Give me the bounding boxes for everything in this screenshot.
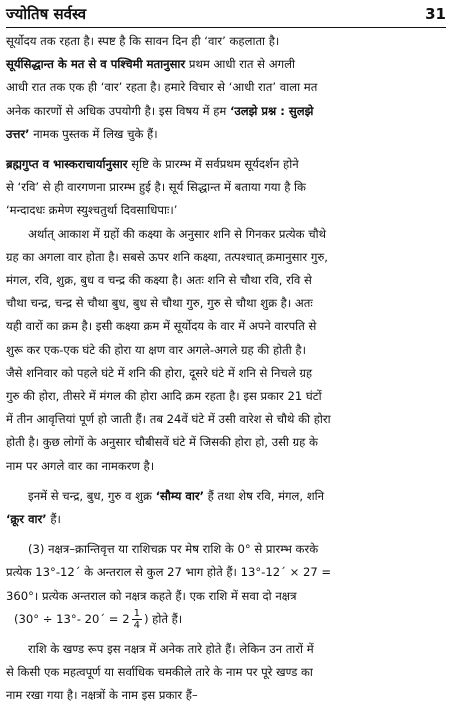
formula-right: ) होते हैं। bbox=[143, 611, 183, 626]
paragraph-6-line-3: 360°। प्रत्येक अन्तराल को नक्षत्र कहते हैं। एक राशि में सवा दो नक्षत्र bbox=[6, 588, 297, 603]
paragraph-gap bbox=[6, 146, 446, 153]
text-span: हैं तथा शेष रवि, मंगल, शनि bbox=[204, 488, 325, 503]
paragraph-6-line-1: (3) नक्षत्र–क्रान्तिवृत्त या राशिचक्र पर मेष राशि के 0° से प्रारम्भ करके bbox=[28, 542, 319, 557]
running-header bbox=[6, 4, 446, 26]
paragraph-6-line-2: प्रत्येक 13°-12´ के अन्तराल से कुल 27 भाग होते हैं। 13°-12´ × 27 = bbox=[6, 565, 332, 580]
formula-line bbox=[6, 608, 446, 631]
fraction-denominator: 4 bbox=[133, 619, 140, 631]
paragraph-3-line-2: से ‘रवि’ से ही वारगणना प्रारम्भ हुई है। सूर्य सिद्धान्त में बताया गया है कि bbox=[6, 180, 306, 195]
paragraph-gap bbox=[6, 478, 446, 485]
paragraph-1-line: सूर्योदय तक रहता है। स्पष्ट है कि सावन दिन ही ‘वार’ कहलाता है। bbox=[6, 34, 280, 48]
bold-krur-var: ‘क्रूर वार’ bbox=[6, 512, 47, 527]
paragraph-4-line-6: शुरू कर एक-एक घंटे की होरा या क्षण वार अगले-अगले ग्रह की होती है। bbox=[6, 342, 306, 357]
header-rule bbox=[6, 27, 446, 28]
paragraph-4-line-4: चौथा चन्द्र, चन्द्र से चौथा बुध, बुध से चौथा गुरु, गुरु से चौथा शुक्र है। अतः bbox=[6, 296, 313, 311]
bold-term: ब्रह्मगुप्त व भास्कराचार्यानुसार bbox=[6, 157, 128, 172]
paragraph-4-line-9: में तीन आवृत्तियां पूर्ण हो जाती हैं। तब 24वें घंटे में उसी वारेश से चौथे की होरा bbox=[6, 412, 331, 427]
sanskrit-quote: ‘मन्दादधः क्रमेण स्युश्चतुर्था दिवसाधिपाः।’ bbox=[6, 203, 178, 218]
paragraph-gap bbox=[6, 531, 446, 538]
bold-book-title-end: उत्तर’ bbox=[6, 126, 30, 141]
paragraph-4-line-11: नाम पर अगले वार का नामकरण है। bbox=[6, 458, 155, 473]
paragraph-4-line-10: होती है। कुछ लोगों के अनुसार चौबीसवें घंटे में जिसकी होरा हो, उसी ग्रह के bbox=[6, 435, 318, 450]
paragraph-4-line-5: यही वारों का क्रम है। इसी कक्ष्या क्रम में सूर्योदय के वार में अपने वारपति से bbox=[6, 319, 317, 334]
text-span: सृष्टि के प्रारम्भ में सर्वप्रथम सूर्यदर्शन होने bbox=[127, 157, 299, 172]
text-span: प्रथम आधी रात से अगली bbox=[185, 57, 295, 72]
page-body bbox=[6, 30, 446, 708]
bold-book-title: ‘उलझे प्रश्न : सुलझे bbox=[230, 103, 314, 118]
bold-saumya-var: ‘सौम्य वार’ bbox=[155, 488, 204, 503]
page-number: 31 bbox=[425, 5, 446, 23]
paragraph-4-line-1: अर्थात् आकाश में ग्रहों की कक्ष्या के अनुसार शनि से गिनकर प्रत्येक चौथे bbox=[28, 226, 326, 241]
paragraph-4-line-2: ग्रह का अगला वार होता है। सबसे ऊपर शनि कक्ष्या, तत्पश्चात् क्रमानुसार गुरु, bbox=[6, 249, 328, 264]
running-title: ज्योतिष सर्वस्व bbox=[6, 5, 87, 23]
paragraph-7-line-3: नाम रखा गया है। नक्षत्रों के नाम इस प्रकार हैं– bbox=[6, 688, 198, 703]
fraction-numerator: 1 bbox=[133, 607, 140, 619]
paragraph-5-line-2 bbox=[6, 508, 446, 531]
paragraph-3-line-1 bbox=[6, 153, 446, 176]
paragraph-7-line-2: से किसी एक महत्वपूर्ण या सर्वाधिक चमकीले तारे के नाम पर पूरे खण्ड का bbox=[6, 665, 313, 680]
paragraph-2-line-1 bbox=[6, 53, 446, 76]
paragraph-2-line-4 bbox=[6, 123, 446, 146]
paragraph-4-line-7: जैसे शनिवार को पहले घंटे में शनि की होरा, दूसरे घंटे में शनि से निचले ग्रह bbox=[6, 365, 313, 380]
bold-term: सूर्यसिद्धान्त के मत से व पश्चिमी मतानुसार bbox=[6, 57, 186, 72]
text-span: अनेक कारणों से अधिक उपयोगी है। इस विषय में हम bbox=[6, 103, 230, 118]
text-span: हैं। bbox=[46, 512, 61, 527]
paragraph-gap bbox=[6, 631, 446, 638]
fraction bbox=[132, 608, 142, 631]
paragraph-2-line-3 bbox=[6, 100, 446, 123]
paragraph-4-line-8: गुरु की होरा, तीसरे में मंगल की होरा आदि क्रम रहता है। इस प्रकार 21 घंटों bbox=[6, 389, 322, 404]
paragraph-7-line-1: राशि के खण्ड रूप इस नक्षत्र में अनेक तारे होते हैं। लेकिन उन तारों में bbox=[28, 642, 314, 657]
text-span: इनमें से चन्द्र, बुध, गुरु व शुक्र bbox=[28, 488, 156, 503]
paragraph-5-line-1 bbox=[6, 485, 446, 508]
paragraph-2-line-2: आधी रात तक एक ही ‘वार’ रहता है। हमारे विचार से ‘आधी रात’ वाला मत bbox=[6, 80, 318, 95]
paragraph-4-line-3: मंगल, रवि, शुक्र, बुध व चन्द्र की कक्ष्या है। अतः शनि से चौथा रवि, रवि से bbox=[6, 273, 312, 288]
text-span: नामक पुस्तक में लिख चुके हैं। bbox=[29, 126, 158, 141]
formula-left: (30° ÷ 13°- 20´ = 2 bbox=[14, 611, 130, 626]
